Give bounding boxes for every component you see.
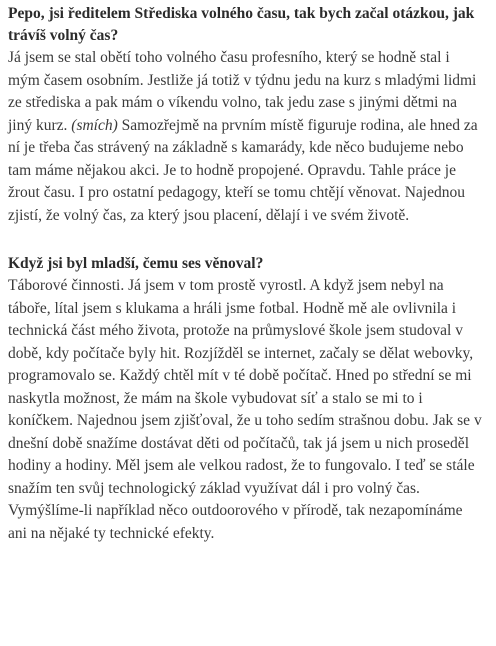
answer-free-time xyxy=(8,47,484,227)
interview-section-free-time xyxy=(8,3,484,227)
interview-section-youth xyxy=(8,253,484,545)
question-free-time: Pepo, jsi ředitelem Střediska volného času, tak bych začal otázkou, jak trávíš volný čas? xyxy=(8,5,475,44)
answer-youth: Táborové činnosti. Já jsem v tom prostě vyrostl. A když jsem nebyl na táboře, lítal jsem s klukama a hráli jsme fotbal. Hodně mě ale ovlivnila i technická část mého života, protože na průmyslové škole jsem studoval v době, kdy počítače byly hit. Rozjížděl se internet, začaly se dělat webovky, programovalo se. Každý chtěl mít v té době počítač. Hned po střední se mi naskytla možnost, že mám na škole vybudovat síť a stalo se mi to i koníčkem. Najednou jsem zjišťoval, že u toho sedím strašnou dobu. Jak se v dnešní době snažíme dostávat děti od počítačů, tak já jsem u nich proseděl hodiny a hodiny. Měl jsem ale velkou radost, že to fungovalo. I teď se stále snažím ten svůj technologický základ využívat dál i pro volný čas. Vymýšlíme-li například něco outdoorového v přírodě, tak nezapomínáme ani na nějaké ty technické efekty. xyxy=(8,277,482,542)
question-youth: Když jsi byl mladší, čemu ses věnoval? xyxy=(8,255,264,272)
answer-free-time-part-2: Samozřejmě na prvním místě figuruje rodina, ale hned za ní je třeba čas strávený na základně s kamarády, kde něco budujeme nebo tam máme nějakou akci. Je to hodně propojené. Opravdu. Tahle práce je žrout času. I pro ostatní pedagogy, kteří se tomu chtějí věnovat. Najednou zjistí, že volný čas, za který jsou placení, dělají i ve svém životě. xyxy=(8,116,478,224)
answer-free-time-part-1: Já jsem se stal obětí toho volného času profesního, který se hodně stal i mým časem osobním. Jestliže já totiž v týdnu jedu na kurz s mladými lidmi ze střediska a pak mám o víkendu volno, tak jedu zase s jinými dětmi na jiný kurz. xyxy=(8,49,477,134)
laughter-note: (smích) xyxy=(71,116,118,134)
